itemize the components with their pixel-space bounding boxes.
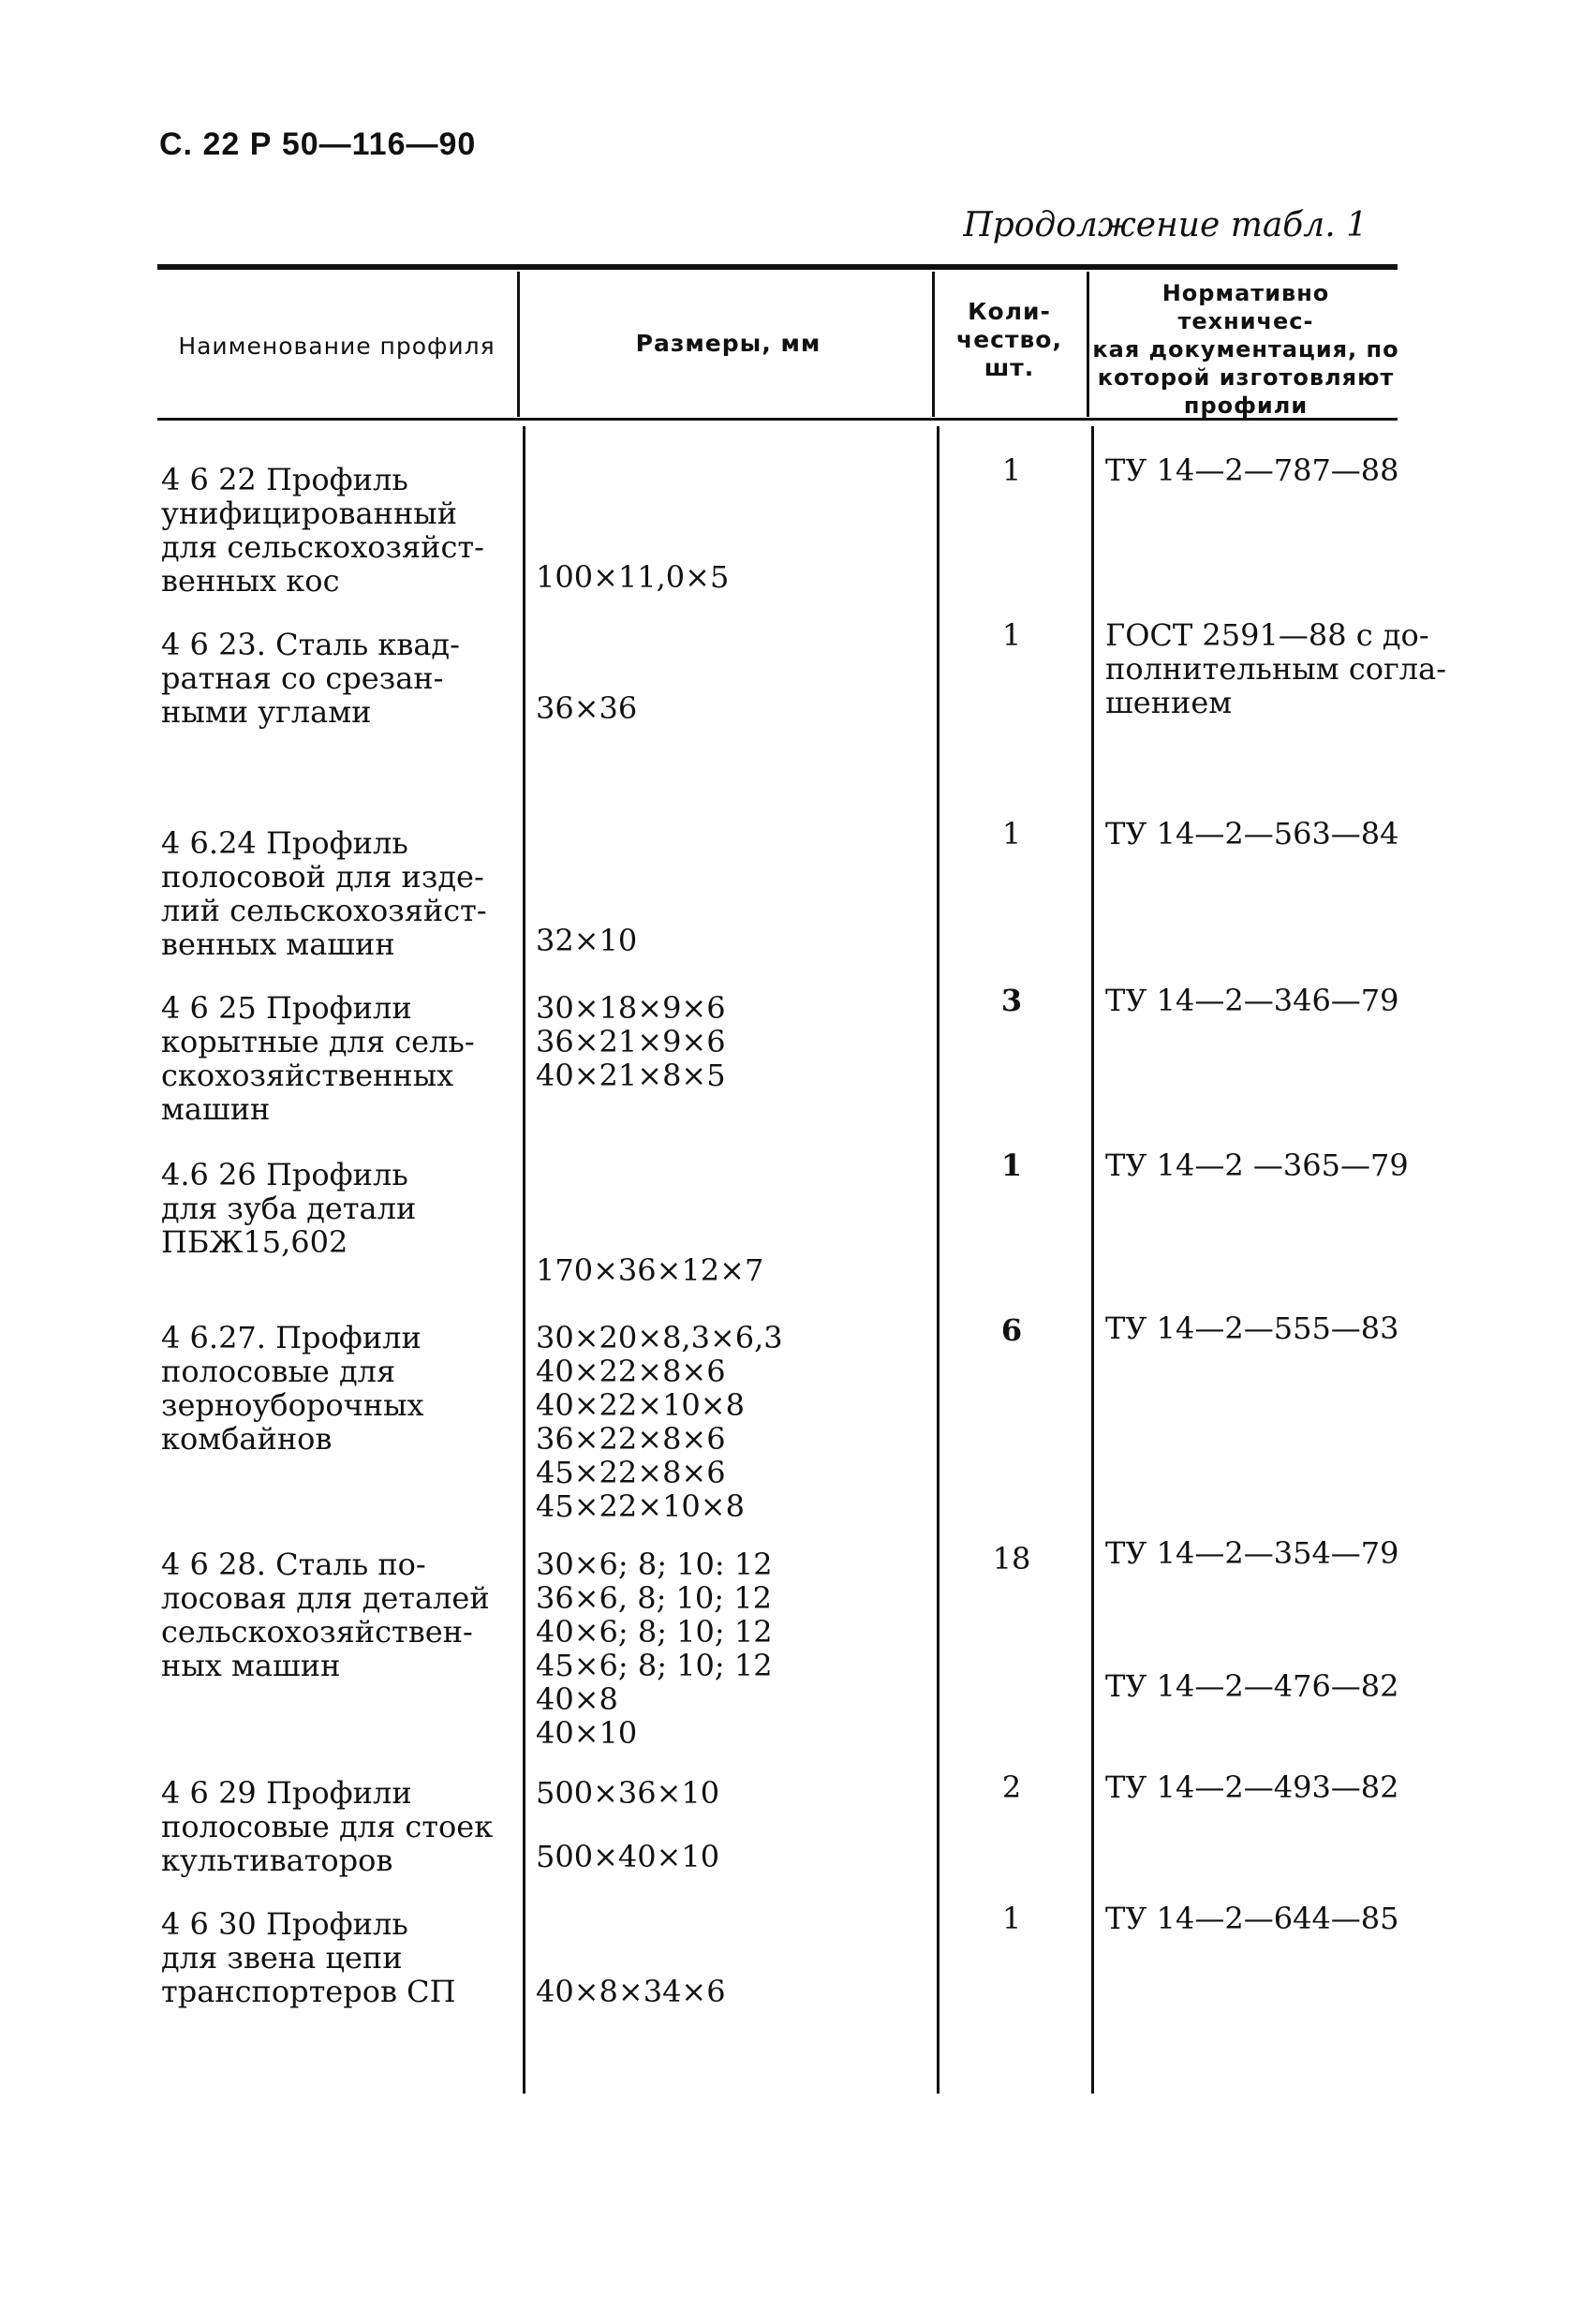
header-name: Наименование профиля	[178, 333, 496, 360]
header-doc: Нормативно техничес- кая документация, по которой изготовляют профили	[1092, 280, 1399, 419]
row-doc: ТУ 14—2—555—83	[1105, 1310, 1399, 1346]
row-qty: 1	[1001, 1901, 1022, 1936]
page-header: С. 22 Р 50—116—90	[159, 126, 477, 162]
row-qty: 1	[1001, 452, 1022, 488]
row-qty: 18	[992, 1541, 1031, 1576]
row-qty: 1	[1001, 816, 1022, 851]
row-dims: 32×10	[536, 923, 638, 958]
row-qty: 2	[1001, 1769, 1022, 1805]
row-name: 4 6.24 Профиль полосовой для изде- лий сельскохозяйст- венных машин	[161, 825, 487, 962]
row-name: 4 6 22 Профиль унифицированный для сельскохозяйст- венных кос	[161, 462, 484, 599]
row-qty: 3	[1000, 983, 1023, 1018]
row-dims-secondary: 500×40×10	[536, 1839, 720, 1874]
row-qty: 1	[1000, 1147, 1023, 1183]
row-doc: ТУ 14—2—354—79	[1105, 1535, 1399, 1571]
row-doc: ТУ 14—2 —365—79	[1105, 1147, 1409, 1183]
row-name: 4.6 26 Профиль для зуба детали ПБЖ15,602	[161, 1157, 417, 1260]
row-dims: 100×11,0×5	[536, 559, 730, 595]
row-dims: 500×36×10	[536, 1775, 720, 1811]
row-name: 4 6 23. Сталь квад- ратная со срезан- ными углами	[161, 627, 460, 730]
row-dims: 40×8×34×6	[536, 1974, 726, 2009]
row-dims: 170×36×12×7	[536, 1252, 764, 1288]
row-name: 4 6 28. Сталь по- лосовая для деталей сельскохозяйствен- ных машин	[161, 1547, 490, 1683]
row-qty: 1	[1001, 617, 1022, 653]
row-dims: 36×36	[536, 690, 638, 726]
row-doc: ГОСТ 2591—88 с до- полнительным согла- шением	[1105, 617, 1446, 720]
header-dims: Размеры, мм	[635, 330, 821, 357]
row-doc: ТУ 14—2—787—88	[1105, 452, 1399, 488]
row-dims: 30×18×9×6 36×21×9×6 40×21×8×5	[536, 990, 726, 1093]
row-name: 4 6 25 Профили корытные для сель- скохозяйственных машин	[161, 990, 475, 1127]
row-name: 4 6.27. Профили полосовые для зерноуборочных комбайнов	[161, 1320, 424, 1457]
row-qty: 6	[1000, 1312, 1023, 1348]
row-name: 4 6 29 Профили полосовые для стоек культиваторов	[161, 1775, 494, 1878]
row-name: 4 6 30 Профиль для звена цепи транспортеров СП	[161, 1906, 456, 2009]
row-dims: 30×6; 8; 10: 12 36×6, 8; 10; 12 40×6; 8; 10; 12 45×6; 8; 10; 12 40×8 40×10	[536, 1547, 773, 1751]
table-continuation-label: Продолжение табл. 1	[963, 206, 1368, 244]
row-dims: 30×20×8,3×6,3 40×22×8×6 40×22×10×8 36×22×8×6 45×22×8×6 45×22×10×8	[536, 1320, 783, 1524]
header-qty: Коли- чество, шт.	[956, 298, 1062, 381]
row-doc-secondary: ТУ 14—2—476—82	[1105, 1668, 1399, 1704]
row-doc: ТУ 14—2—644—85	[1105, 1901, 1399, 1936]
row-doc: ТУ 14—2—493—82	[1105, 1769, 1399, 1805]
row-doc: ТУ 14—2—563—84	[1105, 816, 1399, 851]
row-doc: ТУ 14—2—346—79	[1105, 983, 1399, 1018]
